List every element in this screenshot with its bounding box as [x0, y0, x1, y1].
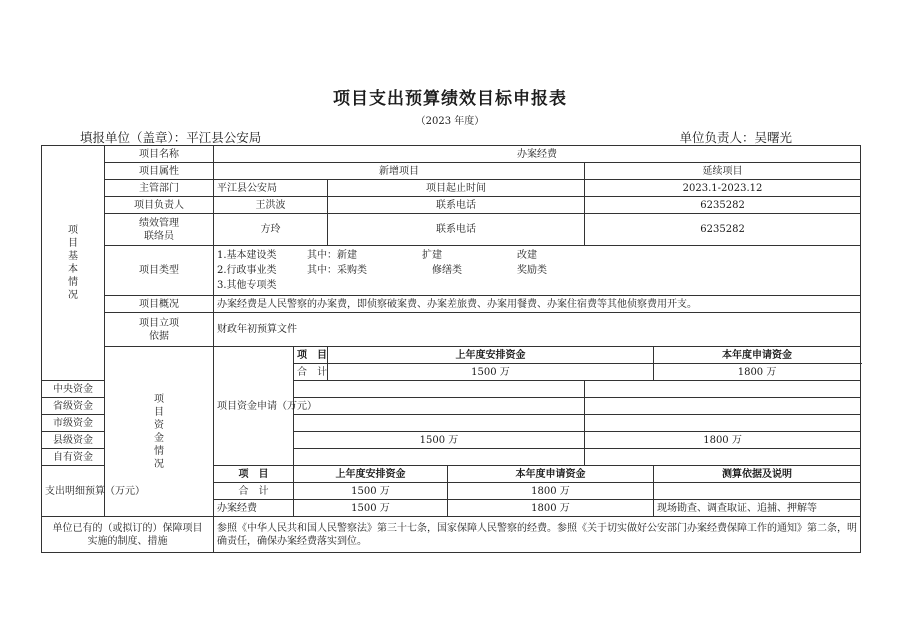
- fund-row-last: [294, 381, 585, 398]
- fund-col-last: 上年度安排资金: [328, 347, 654, 364]
- fund-row-label: 市级资金: [42, 415, 105, 432]
- phone-value: 6235282: [585, 197, 861, 214]
- overview-value: 办案经费是人民警察的办案费，即侦察破案费、办案差旅费、办案用餐费、办案住宿费等其他侦察费用开支。: [214, 296, 861, 313]
- fund-row-this: [585, 449, 861, 466]
- project-type-value: 1.基本建设类 其中：新建 扩建 改建 2.行政事业类 其中：采购类 修缮类 奖励类 3.其他专项类: [214, 246, 861, 296]
- leader-label: 项目负责人: [105, 197, 214, 214]
- leader-value: 王洪波: [214, 197, 328, 214]
- guarantee-value: 参照《中华人民共和国人民警察法》第三十七条，国家保障人民警察的经费。参照《关于切实做好公安部门办案经费保障工作的通知》第二条，明确责任，确保办案经费落实到位。: [214, 517, 861, 553]
- fund-row-this: [585, 398, 861, 415]
- detail-col-this: 本年度申请资金: [448, 466, 654, 483]
- project-name-label: 项目名称: [105, 146, 214, 163]
- fund-row-label: 合 计: [294, 364, 328, 381]
- dept-value: 平江县公安局: [214, 180, 328, 197]
- phone-label: 联系电话: [328, 197, 585, 214]
- fund-row-last: 1500 万: [294, 432, 585, 449]
- fund-row-this: 1800 万: [654, 364, 861, 381]
- project-attr-label: 项目属性: [105, 163, 214, 180]
- basis-label: 项目立项 依据: [105, 313, 214, 347]
- overview-label: 项目概况: [105, 296, 214, 313]
- fund-col-this: 本年度申请资金: [654, 347, 861, 364]
- section-basic-info: 项目基本情况: [42, 146, 105, 381]
- perf-phone-label: 联系电话: [328, 214, 585, 246]
- project-attr-new: 新增项目: [214, 163, 585, 180]
- detail-row-last: 1500 万: [294, 483, 448, 500]
- period-label: 项目起止时间: [328, 180, 585, 197]
- fund-row-last: [294, 415, 585, 432]
- detail-row-label: 合 计: [214, 483, 294, 500]
- fund-row-label: 县级资金: [42, 432, 105, 449]
- dept-label: 主管部门: [105, 180, 214, 197]
- perf-contact-value: 方玲: [214, 214, 328, 246]
- project-attr-continue: 延续项目: [585, 163, 861, 180]
- perf-contact-label: 绩效管理 联络员: [105, 214, 214, 246]
- perf-phone-value: 6235282: [585, 214, 861, 246]
- unit-responsible: 单位负责人：吴曙光: [679, 130, 792, 145]
- fund-col-item: 项 目: [294, 347, 328, 364]
- project-type-label: 项目类型: [105, 246, 214, 296]
- fund-row-this: [585, 381, 861, 398]
- detail-row-label: 办案经费: [214, 500, 294, 517]
- detail-col-item: 项 目: [214, 466, 294, 483]
- fund-apply-label: 项目资金申请（万元）: [214, 347, 294, 466]
- detail-row-last: 1500 万: [294, 500, 448, 517]
- detail-budget-label: 支出明细预算（万元）: [42, 466, 105, 517]
- section-funds: 项目资金情况: [105, 347, 214, 517]
- detail-row-this: 1800 万: [448, 500, 654, 517]
- fund-row-label: 自有资金: [42, 449, 105, 466]
- detail-row-basis: [654, 483, 861, 500]
- fund-row-label: 中央资金: [42, 381, 105, 398]
- detail-row-basis: 现场勘查、调查取证、追捕、押解等: [654, 500, 861, 517]
- fund-row-this: 1800 万: [585, 432, 861, 449]
- reporting-unit: 填报单位（盖章）：平江县公安局: [80, 130, 262, 145]
- project-name-value: 办案经费: [214, 146, 861, 163]
- budget-performance-table: [41, 145, 861, 553]
- detail-col-last: 上年度安排资金: [294, 466, 448, 483]
- fund-row-last: [294, 449, 585, 466]
- fund-row-label: 省级资金: [42, 398, 105, 415]
- basis-value: 财政年初预算文件: [214, 313, 861, 347]
- page-title: 项目支出预算绩效目标申报表: [333, 89, 567, 109]
- report-year: （2023 年度）: [415, 116, 485, 127]
- fund-row-this: [585, 415, 861, 432]
- detail-row-this: 1800 万: [448, 483, 654, 500]
- detail-col-basis: 测算依据及说明: [654, 466, 861, 483]
- period-value: 2023.1-2023.12: [585, 180, 861, 197]
- fund-row-last: 1500 万: [328, 364, 654, 381]
- guarantee-label: 单位已有的（或拟订的）保障项目 实施的制度、措施: [42, 517, 214, 553]
- fund-row-last: [294, 398, 585, 415]
